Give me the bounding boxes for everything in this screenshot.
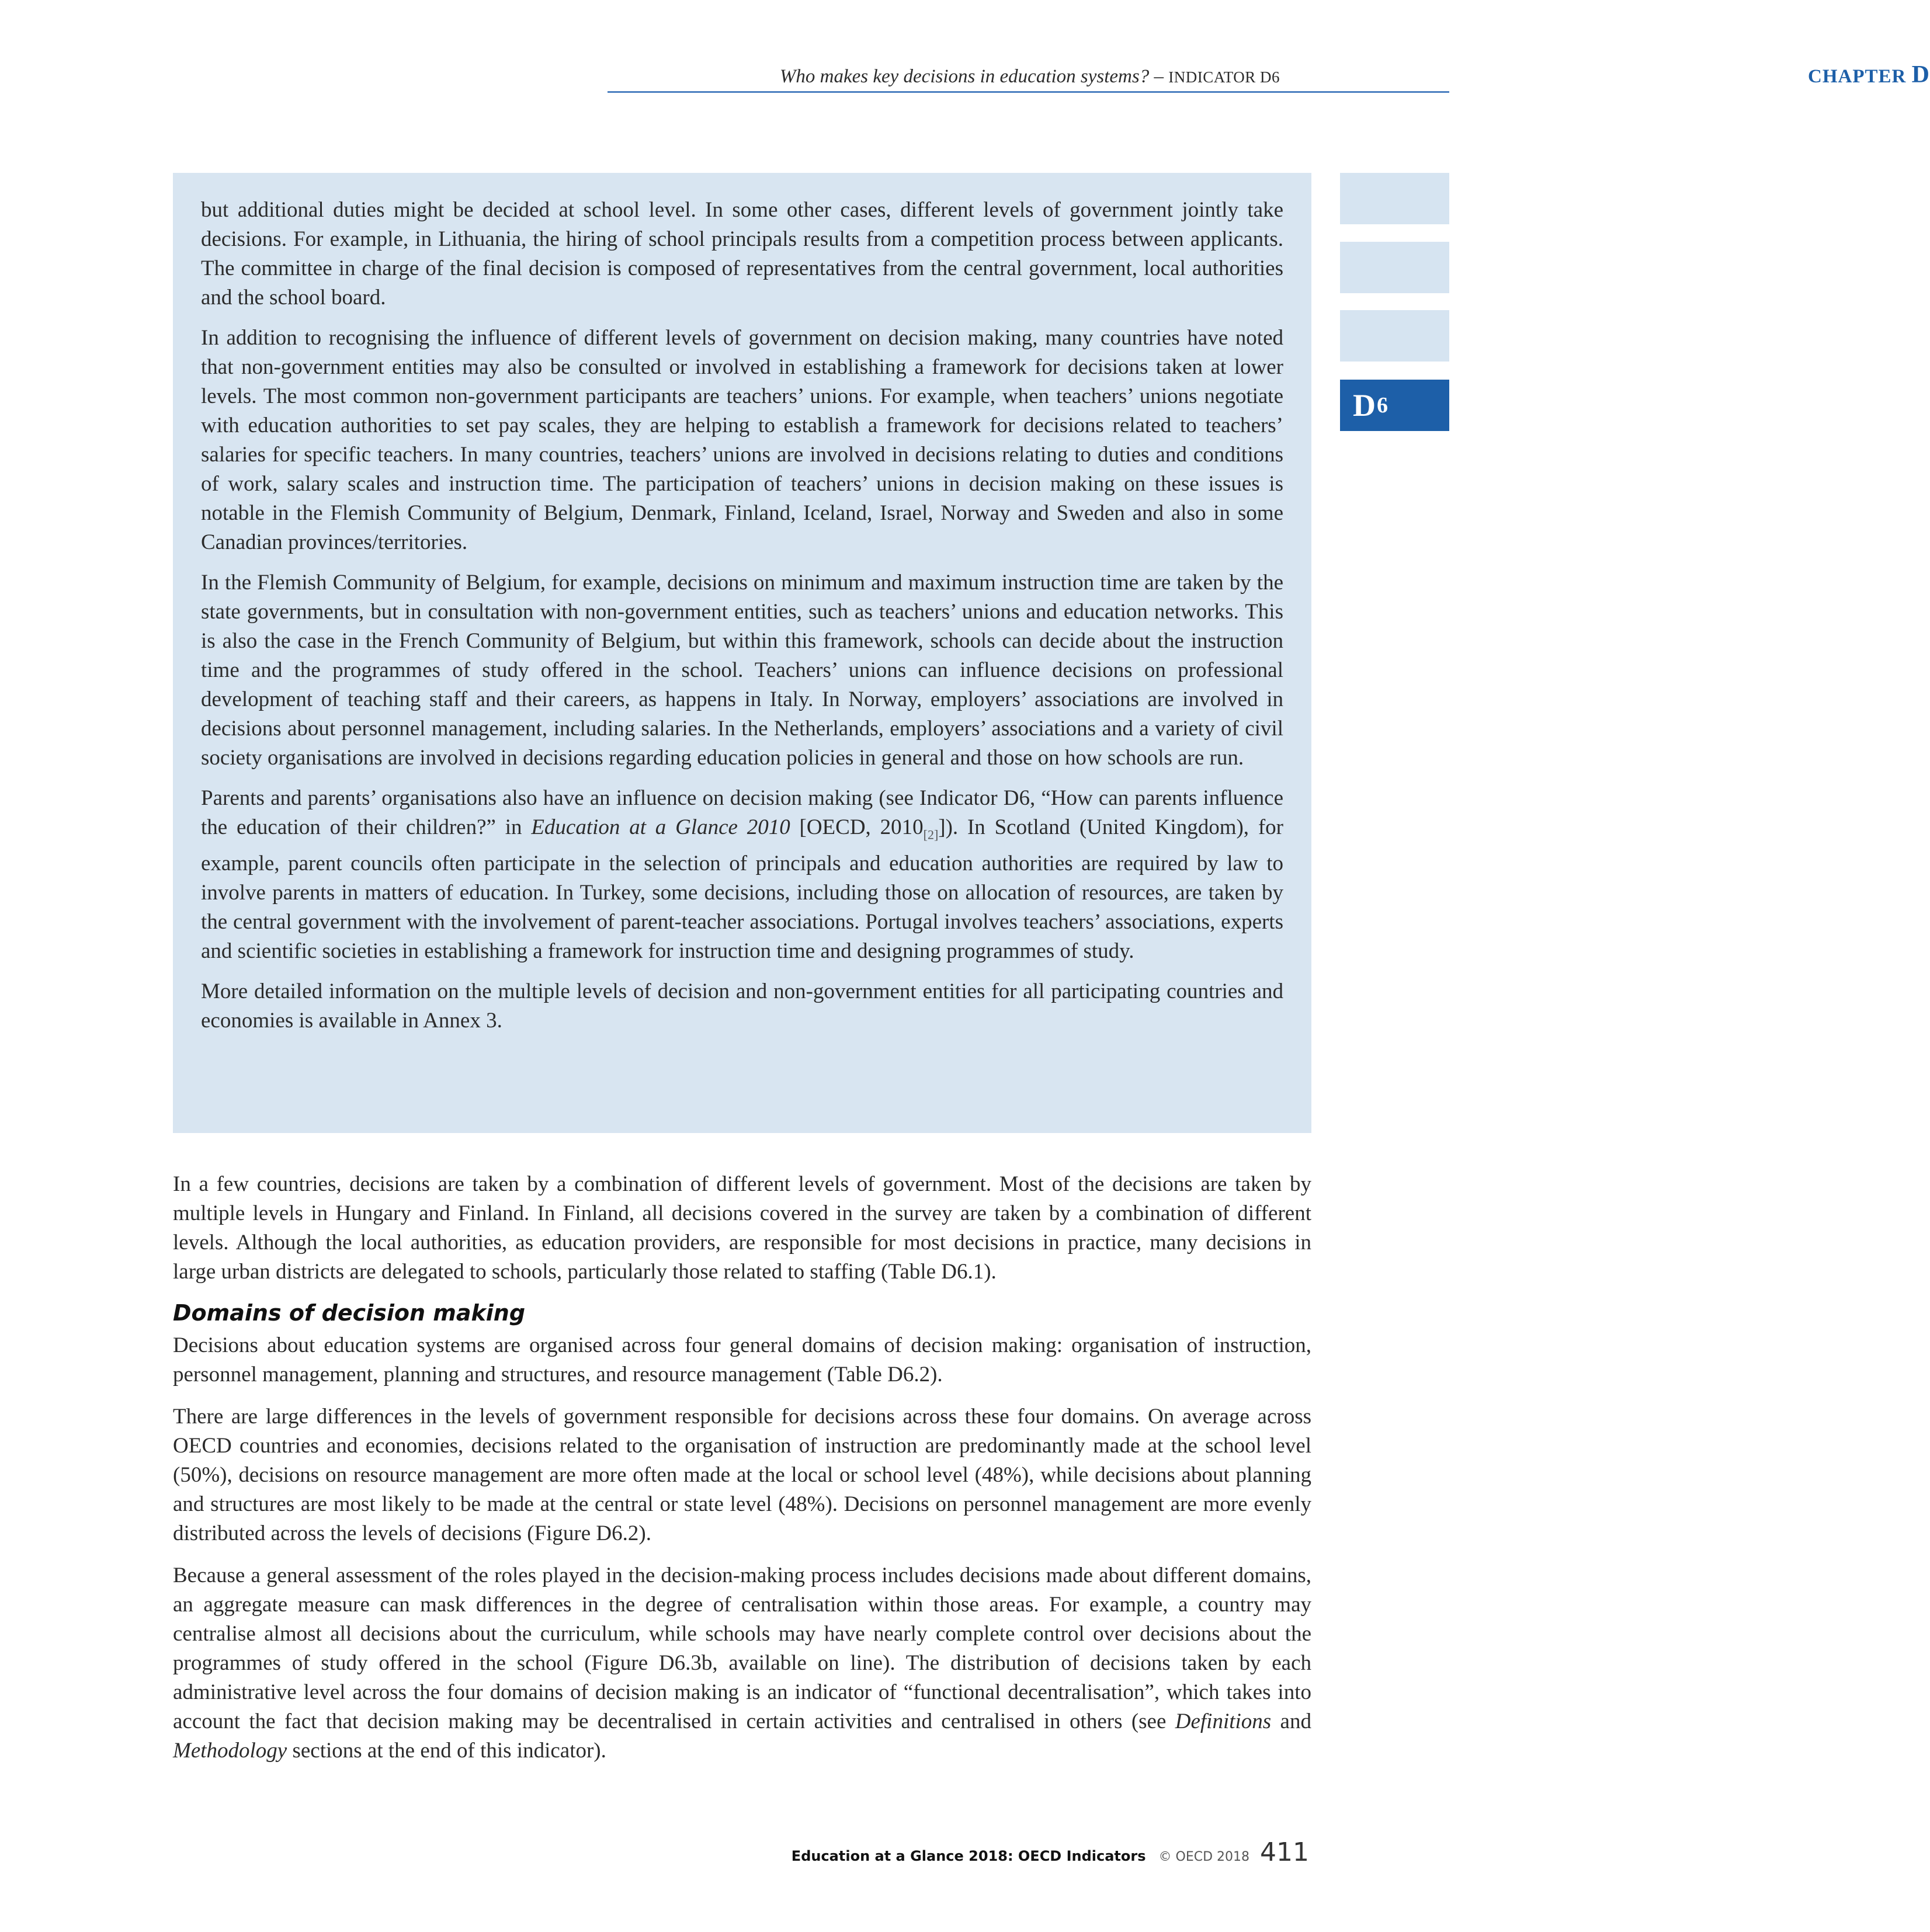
section-heading: Domains of decision making	[173, 1300, 526, 1326]
chapter-label: CHAPTER D	[1808, 61, 1930, 88]
side-tab-3	[1340, 310, 1449, 362]
side-tab-2	[1340, 242, 1449, 293]
running-title: Who makes key decisions in education systems? – INDICATOR D6	[779, 66, 1280, 87]
page-number: 411	[1260, 1837, 1309, 1867]
main-paragraph-1: In a few countries, decisions are taken by a combination of different levels of government. Most of the decisions are taken by multiple levels in Hungary and Finland. In Finland, all decisions covered in the survey are taken by a combination of different levels. Although the local authorities, as education providers, are responsible for most decisions in practice, many decisions in large urban districts are delegated to schools, particularly those related to staffing (Table D6.1).	[173, 1172, 1311, 1284]
main-paragraph-3: There are large differences in the levels of government responsible for decisions across these four domains. On average across OECD countries and economies, decisions related to the organisation of instruction are predominantly made at the school level (50%), decisions on resource management are more often made at the local or school level (48%), while decisions about planning and structures are most likely to be made at the central or state level (48%). Decisions on personnel management are more evenly distributed across the levels of decisions (Figure D6.2).	[173, 1405, 1311, 1545]
side-tab-d6: D 6	[1340, 380, 1449, 431]
footer-publication: Education at a Glance 2018: OECD Indicators	[791, 1848, 1146, 1864]
boxed-text	[173, 173, 1311, 1133]
box-paragraph-3: In the Flemish Community of Belgium, for example, decisions on minimum and maximum instruction time are taken by the state governments, but in consultation with non-government entities, such as teachers’ unions and education networks. This is also the case in the French Community of Belgium, but within this framework, schools can decide about the instruction time and the programmes of study offered in the school. Teachers’ unions can influence decisions on professional development of teaching staff and their careers, as happens in Italy. In Norway, employers’ associations are involved in decisions about personnel management, including salaries. In the Netherlands, employers’ associations and a variety of civil society organisations are involved in decisions regarding education policies in general and those on how schools are run.	[201, 571, 1283, 770]
side-tab-1	[1340, 173, 1449, 224]
chapter-letter: D	[1911, 61, 1930, 88]
publication-title: Education at a Glance 2010	[531, 815, 790, 839]
main-paragraph-4: Because a general assessment of the roles played in the decision-making process includes decisions made about different domains, an aggregate measure can mask differences in the degree of centralisation within those areas. For example, a country may centralise almost all decisions about the curriculum, while schools may have nearly complete control over decisions about the programmes of study offered in the school (Figure D6.3b, available on line). The distribution of decisions taken by each administrative level across the four domains of decision making is an indicator of “functional decentralisation”, which takes into account the fact that decision making may be decentralised in certain activities and centralised in others (see Definitions and Methodology sections at the end of this indicator).	[173, 1563, 1311, 1763]
main-text	[173, 1170, 1311, 1778]
indicator-label: INDICATOR D6	[1168, 68, 1280, 86]
running-header	[608, 61, 1930, 93]
page-footer	[792, 1837, 1309, 1867]
reference-link[interactable]: [2]	[923, 827, 939, 842]
main-paragraph-2: Decisions about education systems are organised across four general domains of decision making: organisation of instruction, personnel management, planning and structures, and resource management (Table D6.2).	[173, 1333, 1311, 1387]
box-paragraph-5: More detailed information on the multiple levels of decision and non-government entities for all participating countries and economies is available in Annex 3.	[201, 979, 1283, 1033]
box-paragraph-4: Parents and parents’ organisations also have an influence on decision making (see Indicator D6, “How can parents influence the education of their children?” in Education at a Glance 2010 [OECD, $2010_{[2]}$]). In Scotland (United Kingdom), for example, parent councils often participate in the selection of principals and education authorities are required by law to involve parents in matters of education. In Turkey, some decisions, including those on allocation of resources, are taken by the central government with the involvement of parent-teacher associations. Portugal involves teachers’ associations, experts and scientific societies in establishing a framework for instruction time and designing programmes of study.	[201, 786, 1283, 964]
box-paragraph-1: but additional duties might be decided at school level. In some other cases, different levels of government jointly take decisions. For example, in Lithuania, the hiring of school principals results from a competition process between applicants. The committee in charge of the final decision is composed of representatives from the central government, local authorities and the school board.	[201, 198, 1283, 310]
footer-copyright: © OECD 2018	[1158, 1850, 1250, 1864]
box-paragraph-2: In addition to recognising the influence of different levels of government on decision making, many countries have noted that non-government entities may also be consulted or involved in establishing a framework for decisions taken at lower levels. The most common non-government participants are teachers’ unions. For example, when teachers’ unions negotiate with education authorities to set pay scales, they are helping to establish a framework for decisions related to teachers’ salaries for specific teachers. In many countries, teachers’ unions are involved in decisions relating to duties and conditions of work, salary scales and instruction time. The participation of teachers’ unions in decision making on these issues is notable in the Flemish Community of Belgium, Denmark, Finland, Iceland, Israel, Norway and Sweden and also in some Canadian provinces/territories.	[201, 326, 1283, 554]
